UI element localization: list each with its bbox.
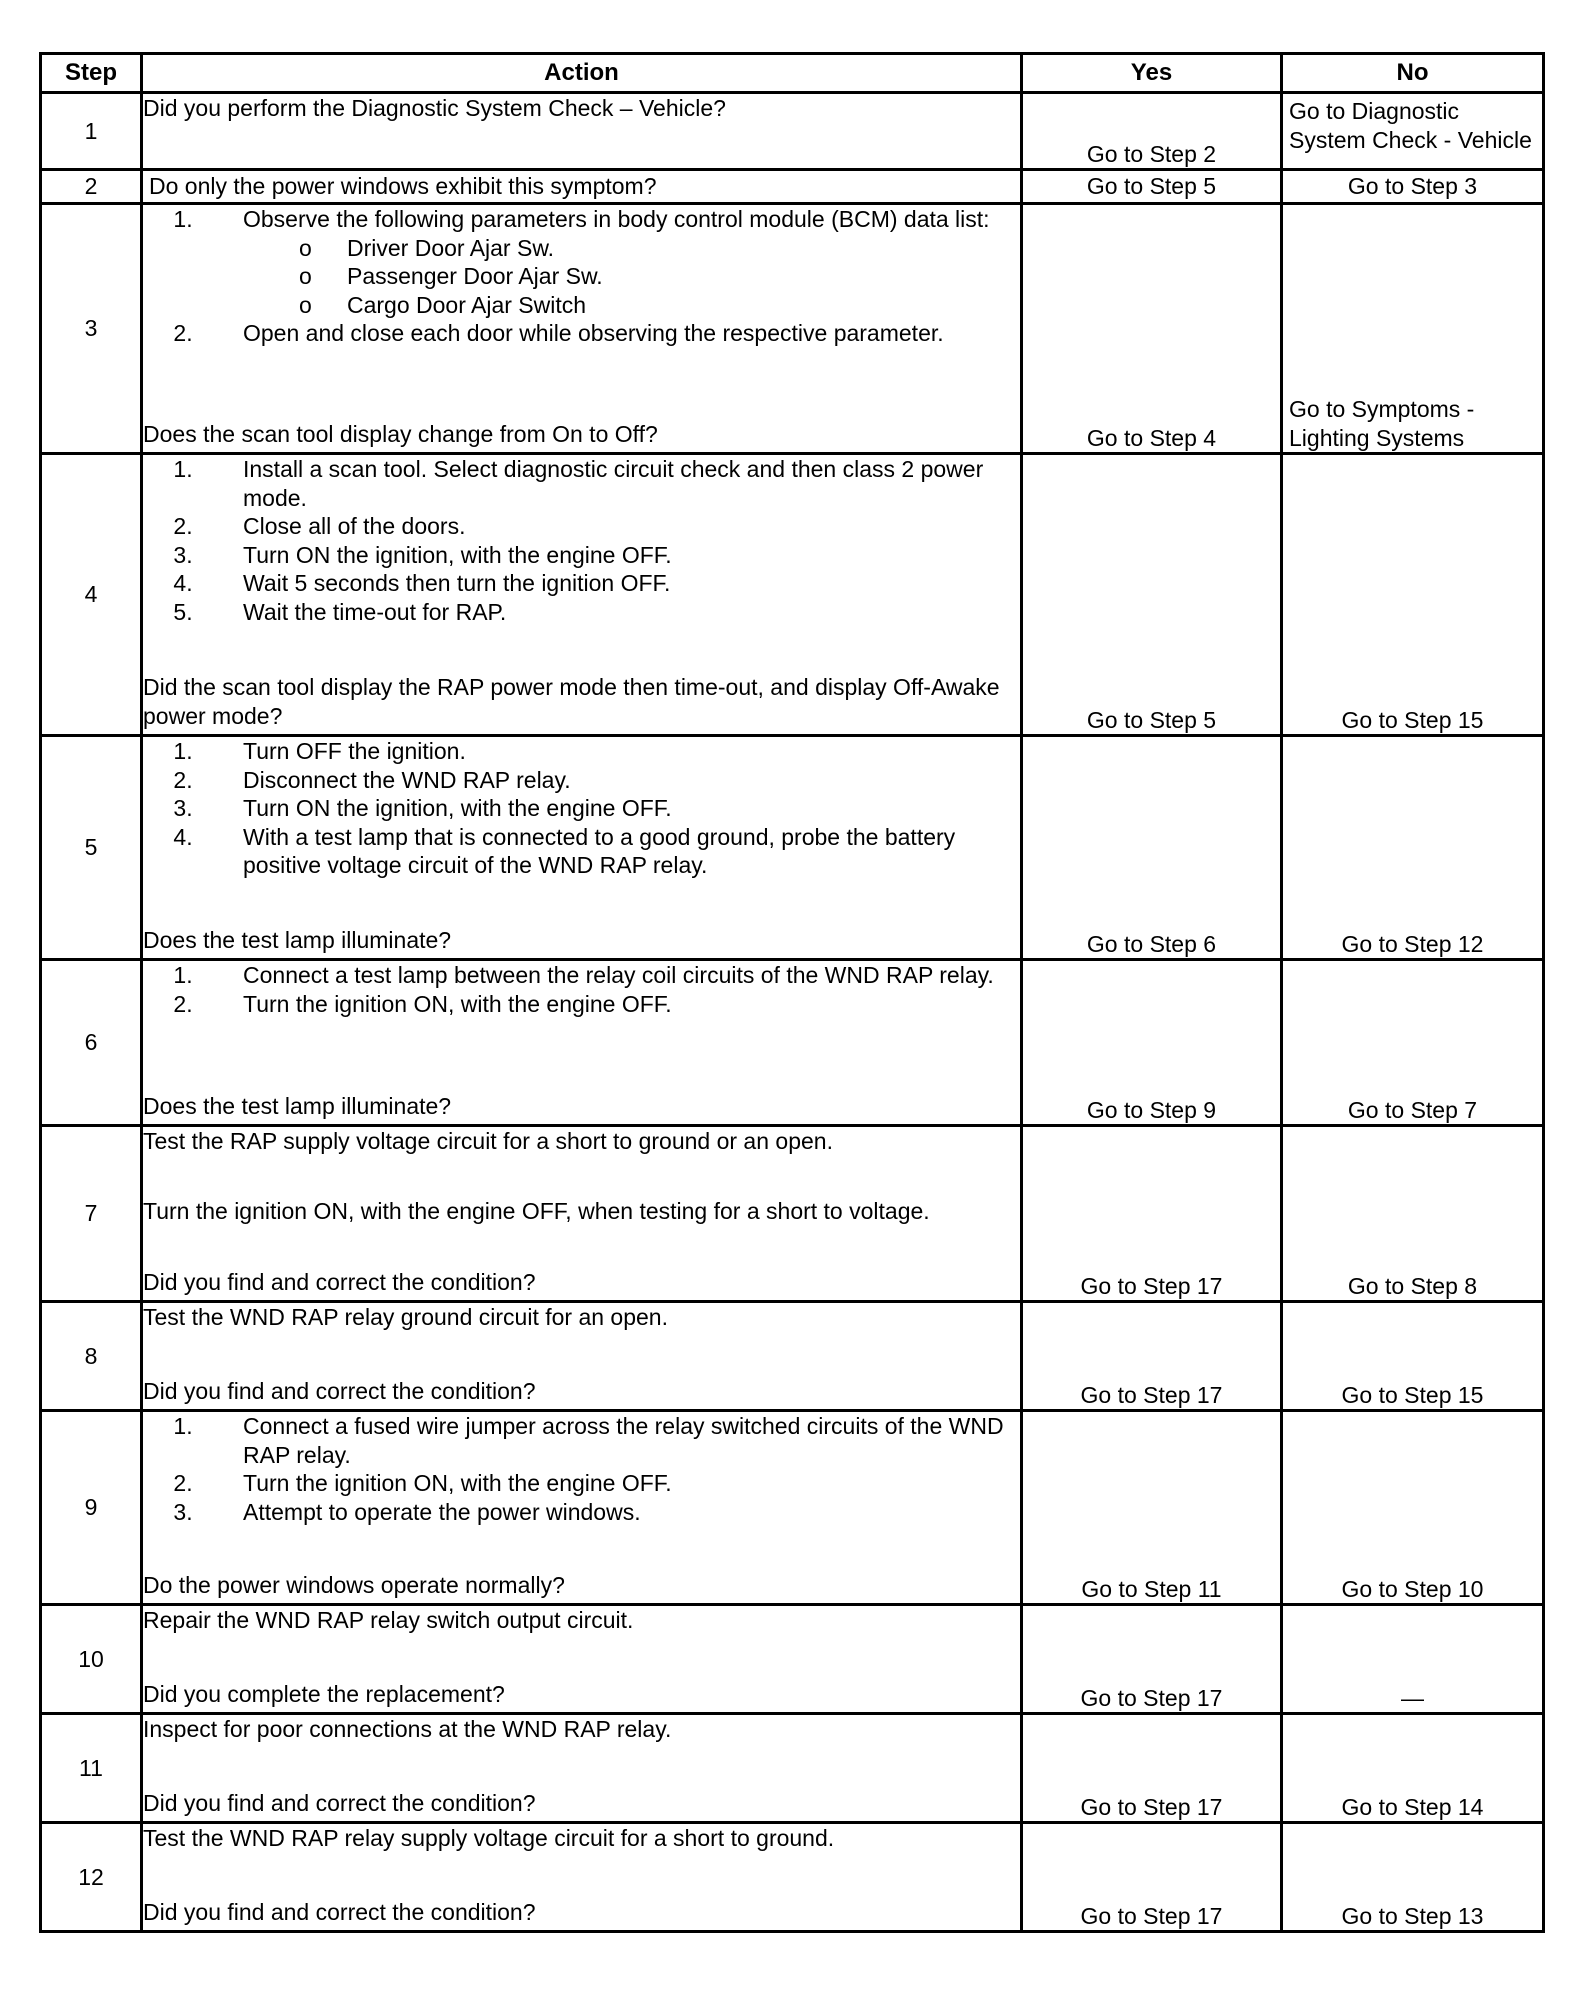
action-question: Did the scan tool display the RAP power mode then time-out, and display Off-Awake power mode?: [143, 674, 1000, 729]
action-text: Repair the WND RAP relay switch output circuit.: [143, 1607, 634, 1633]
parameter-item: o Cargo Door Ajar Switch: [299, 291, 1020, 320]
action-steps: [143, 455, 1020, 626]
table-row: [41, 1126, 1544, 1302]
action-question: Did you perform the Diagnostic System Check – Vehicle?: [143, 95, 726, 121]
table-row: [41, 960, 1544, 1126]
yes-cell: Go to Step 5: [1022, 170, 1282, 204]
header-step: Step: [41, 54, 142, 93]
table-row: [41, 1302, 1544, 1411]
step-number: 1: [41, 93, 142, 170]
action-question: Do only the power windows exhibit this symptom?: [149, 173, 657, 200]
diagnostic-table: [39, 52, 1545, 1933]
action-step: 1. Turn OFF the ignition.: [199, 737, 1020, 766]
table-row: [41, 93, 1544, 170]
action-step: 5. Wait the time-out for RAP.: [199, 598, 1020, 627]
parameter-item: o Driver Door Ajar Sw.: [299, 234, 1020, 263]
action-cell: [142, 1411, 1022, 1605]
parameter-list: [243, 234, 1020, 320]
action-step: 4. With a test lamp that is connected to a good ground, probe the battery positive voltage circuit of the WND RAP relay.: [199, 823, 1020, 880]
step-number: 11: [41, 1714, 142, 1823]
step-number: 8: [41, 1302, 142, 1411]
action-question: Do the power windows operate normally?: [143, 1571, 565, 1598]
action-cell: [142, 1605, 1022, 1714]
yes-cell: Go to Step 17: [1022, 1714, 1282, 1823]
no-cell: Go to Step 15: [1282, 454, 1544, 736]
table-row: [41, 1714, 1544, 1823]
yes-cell: Go to Step 17: [1022, 1126, 1282, 1302]
yes-cell: Go to Step 4: [1022, 204, 1282, 454]
no-cell: —: [1282, 1605, 1544, 1714]
step-number: 4: [41, 454, 142, 736]
action-question: Did you complete the replacement?: [143, 1680, 505, 1707]
header-yes: Yes: [1022, 54, 1282, 93]
step-number: 7: [41, 1126, 142, 1302]
table-row: [41, 204, 1544, 454]
action-step: 2. Close all of the doors.: [199, 512, 1020, 541]
action-steps: [143, 737, 1020, 880]
action-text: Test the RAP supply voltage circuit for a short to ground or an open.: [143, 1128, 833, 1154]
action-question: Did you find and correct the condition?: [143, 1898, 536, 1925]
yes-cell: Go to Step 2: [1022, 93, 1282, 170]
no-cell: Go to Step 8: [1282, 1126, 1544, 1302]
parameter-item: o Passenger Door Ajar Sw.: [299, 262, 1020, 291]
action-cell: [142, 1302, 1022, 1411]
table-row: [41, 454, 1544, 736]
table-row: [41, 736, 1544, 960]
action-cell: [142, 204, 1022, 454]
action-step: 1. Observe the following parameters in body control module (BCM) data list: o Driver Door Ajar Sw. o Passenger Door Ajar Sw. o Cargo Door Ajar Switch: [199, 205, 1020, 319]
table-row: [41, 170, 1544, 204]
step-number: 6: [41, 960, 142, 1126]
action-step: 1. Connect a fused wire jumper across the relay switched circuits of the WND RAP relay.: [199, 1412, 1020, 1469]
no-cell: Go to Step 13: [1282, 1823, 1544, 1932]
action-step: 2. Turn the ignition ON, with the engine OFF.: [199, 990, 1020, 1019]
table-row: [41, 1605, 1544, 1714]
no-cell: Go to Symptoms - Lighting Systems: [1282, 204, 1544, 454]
yes-cell: Go to Step 17: [1022, 1605, 1282, 1714]
step-number: 10: [41, 1605, 142, 1714]
yes-cell: Go to Step 11: [1022, 1411, 1282, 1605]
action-cell: [142, 93, 1022, 170]
yes-cell: Go to Step 6: [1022, 736, 1282, 960]
action-steps: [143, 1412, 1020, 1526]
action-step: 4. Wait 5 seconds then turn the ignition OFF.: [199, 569, 1020, 598]
no-cell: Go to Step 15: [1282, 1302, 1544, 1411]
header-action: Action: [142, 54, 1022, 93]
no-cell: Go to Step 3: [1282, 170, 1544, 204]
header-row: [41, 54, 1544, 93]
table-row: [41, 1823, 1544, 1932]
yes-cell: Go to Step 17: [1022, 1302, 1282, 1411]
header-no: No: [1282, 54, 1544, 93]
action-text: Test the WND RAP relay supply voltage circuit for a short to ground.: [143, 1825, 835, 1851]
action-cell: [142, 960, 1022, 1126]
action-cell: [142, 1823, 1022, 1932]
action-cell: [142, 736, 1022, 960]
action-cell: [142, 1714, 1022, 1823]
yes-cell: Go to Step 9: [1022, 960, 1282, 1126]
step-number: 9: [41, 1411, 142, 1605]
action-step: 3. Turn ON the ignition, with the engine OFF.: [199, 541, 1020, 570]
step-number: 5: [41, 736, 142, 960]
action-step: 2. Turn the ignition ON, with the engine OFF.: [199, 1469, 1020, 1498]
yes-cell: Go to Step 5: [1022, 454, 1282, 736]
action-step: 1. Install a scan tool. Select diagnostic circuit check and then class 2 power mode.: [199, 455, 1020, 512]
action-steps: [143, 961, 1020, 1018]
yes-cell: Go to Step 17: [1022, 1823, 1282, 1932]
step-number: 2: [41, 170, 142, 204]
no-cell: Go to Diagnostic System Check - Vehicle: [1282, 93, 1544, 170]
action-question: Did you find and correct the condition?: [143, 1377, 536, 1404]
action-steps: [143, 205, 1020, 348]
action-question: Did you find and correct the condition?: [143, 1268, 536, 1295]
no-cell: Go to Step 14: [1282, 1714, 1544, 1823]
action-question: Did you find and correct the condition?: [143, 1789, 536, 1816]
action-step: 2. Open and close each door while observing the respective parameter.: [199, 319, 1020, 348]
no-cell: Go to Step 10: [1282, 1411, 1544, 1605]
step-number: 3: [41, 204, 142, 454]
action-text: Inspect for poor connections at the WND RAP relay.: [143, 1716, 672, 1742]
action-step: 3. Turn ON the ignition, with the engine OFF.: [199, 794, 1020, 823]
action-cell: [142, 454, 1022, 736]
action-step: 1. Connect a test lamp between the relay coil circuits of the WND RAP relay.: [199, 961, 1020, 990]
no-cell: Go to Step 7: [1282, 960, 1544, 1126]
action-text: Test the WND RAP relay ground circuit for an open.: [143, 1304, 668, 1330]
action-question: Does the test lamp illuminate?: [143, 926, 452, 953]
action-step: 2. Disconnect the WND RAP relay.: [199, 766, 1020, 795]
action-question: Does the test lamp illuminate?: [143, 1092, 452, 1119]
action-step: 3. Attempt to operate the power windows.: [199, 1498, 1020, 1527]
action-question: Does the scan tool display change from On to Off?: [143, 420, 658, 447]
action-cell: [142, 1126, 1022, 1302]
no-cell: Go to Step 12: [1282, 736, 1544, 960]
action-cell: [142, 170, 1022, 204]
table-row: [41, 1411, 1544, 1605]
action-text: Turn the ignition ON, with the engine OFF, when testing for a short to voltage.: [143, 1198, 930, 1225]
step-number: 12: [41, 1823, 142, 1932]
